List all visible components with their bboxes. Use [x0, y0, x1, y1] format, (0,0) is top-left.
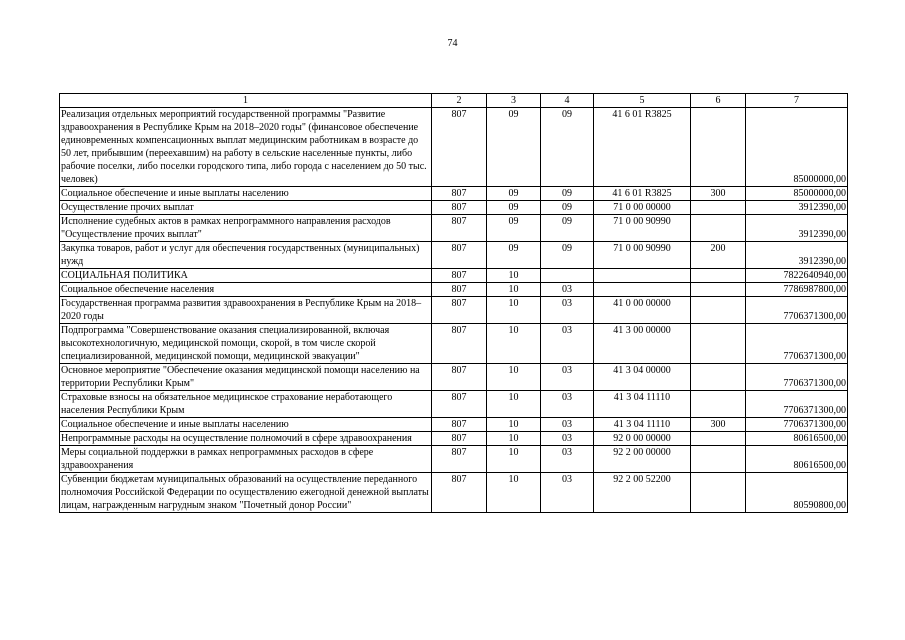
row-rz: 10 — [487, 418, 541, 432]
row-name: Государственная программа развития здравоохранения в Республике Крым на 2018–2020 годы — [60, 297, 432, 324]
table-row — [60, 297, 848, 324]
row-csr: 71 0 00 90990 — [594, 215, 691, 242]
row-grbs: 807 — [432, 215, 487, 242]
table-row — [60, 201, 848, 215]
row-grbs: 807 — [432, 324, 487, 364]
table-row — [60, 418, 848, 432]
row-vr — [691, 297, 746, 324]
table-row — [60, 446, 848, 473]
row-rz: 10 — [487, 283, 541, 297]
row-grbs: 807 — [432, 187, 487, 201]
row-name: Реализация отдельных мероприятий государственной программы "Развитие здравоохранения в Республике Крым на 2018–2020 годы" (финансовое обеспечение единовременных компенсационных выплат медицинским работникам в возрасте до 50 лет, прибывшим (переехавшим) на работу в сельские населенные пункты, либо рабочие поселки, либо поселки городского типа, либо города с населением до 50 тыс. человек) — [60, 108, 432, 187]
row-csr: 41 3 04 11110 — [594, 391, 691, 418]
row-pr: 03 — [541, 418, 594, 432]
row-name: Закупка товаров, работ и услуг для обеспечения государственных (муниципальных) нужд — [60, 242, 432, 269]
row-vr — [691, 215, 746, 242]
table-row — [60, 269, 848, 283]
row-name: Страховые взносы на обязательное медицинское страхование неработающего населения Республики Крым — [60, 391, 432, 418]
row-vr — [691, 108, 746, 187]
row-rz: 10 — [487, 324, 541, 364]
row-grbs: 807 — [432, 283, 487, 297]
table-row — [60, 242, 848, 269]
row-pr: 09 — [541, 242, 594, 269]
row-csr: 41 6 01 R3825 — [594, 187, 691, 201]
row-name: Осуществление прочих выплат — [60, 201, 432, 215]
row-csr: 41 3 04 11110 — [594, 418, 691, 432]
budget-table — [59, 93, 848, 513]
row-sum: 3912390,00 — [746, 242, 848, 269]
row-grbs: 807 — [432, 473, 487, 513]
row-csr: 92 2 00 52200 — [594, 473, 691, 513]
row-pr: 09 — [541, 201, 594, 215]
row-name: Исполнение судебных актов в рамках непрограммного направления расходов "Осуществление прочих выплат" — [60, 215, 432, 242]
row-pr: 03 — [541, 324, 594, 364]
row-csr: 41 6 01 R3825 — [594, 108, 691, 187]
table-row — [60, 432, 848, 446]
row-pr: 09 — [541, 215, 594, 242]
row-grbs: 807 — [432, 432, 487, 446]
row-csr: 41 3 04 00000 — [594, 364, 691, 391]
row-name: Основное мероприятие "Обеспечение оказания медицинской помощи населению на территории Республики Крым" — [60, 364, 432, 391]
row-name: Подпрограмма "Совершенствование оказания специализированной, включая высокотехнологичную, медицинской помощи, скорой, в том числе скорой специализированной, медицинской помощи, медицинской эвакуации" — [60, 324, 432, 364]
row-vr: 300 — [691, 187, 746, 201]
row-grbs: 807 — [432, 391, 487, 418]
row-sum: 7706371300,00 — [746, 324, 848, 364]
row-name: Социальное обеспечение и иные выплаты населению — [60, 418, 432, 432]
row-rz: 10 — [487, 446, 541, 473]
row-csr: 92 2 00 00000 — [594, 446, 691, 473]
table-row — [60, 187, 848, 201]
row-csr: 41 3 00 00000 — [594, 324, 691, 364]
table-row — [60, 391, 848, 418]
row-rz: 09 — [487, 201, 541, 215]
row-vr: 300 — [691, 418, 746, 432]
header-cell: 4 — [541, 94, 594, 108]
row-csr — [594, 283, 691, 297]
row-sum: 80616500,00 — [746, 432, 848, 446]
header-cell: 6 — [691, 94, 746, 108]
row-sum: 7822640940,00 — [746, 269, 848, 283]
row-name: Социальное обеспечение и иные выплаты населению — [60, 187, 432, 201]
table-row — [60, 364, 848, 391]
row-rz: 10 — [487, 432, 541, 446]
row-pr: 09 — [541, 187, 594, 201]
row-pr — [541, 269, 594, 283]
row-vr — [691, 283, 746, 297]
header-cell: 2 — [432, 94, 487, 108]
row-grbs: 807 — [432, 364, 487, 391]
row-sum: 7706371300,00 — [746, 391, 848, 418]
budget-table-body — [60, 94, 848, 513]
header-cell: 7 — [746, 94, 848, 108]
row-csr: 71 0 00 00000 — [594, 201, 691, 215]
page-number: 74 — [447, 38, 458, 49]
row-name: Непрограммные расходы на осуществление полномочий в сфере здравоохранения — [60, 432, 432, 446]
row-grbs: 807 — [432, 201, 487, 215]
row-vr — [691, 446, 746, 473]
table-row — [60, 108, 848, 187]
table-row — [60, 324, 848, 364]
row-pr: 03 — [541, 432, 594, 446]
table-header-row — [60, 94, 848, 108]
row-sum: 3912390,00 — [746, 201, 848, 215]
header-cell: 5 — [594, 94, 691, 108]
row-csr — [594, 269, 691, 283]
row-rz: 10 — [487, 269, 541, 283]
row-pr: 03 — [541, 364, 594, 391]
row-csr: 41 0 00 00000 — [594, 297, 691, 324]
row-sum: 7786987800,00 — [746, 283, 848, 297]
row-pr: 03 — [541, 473, 594, 513]
row-grbs: 807 — [432, 446, 487, 473]
row-vr — [691, 391, 746, 418]
row-grbs: 807 — [432, 269, 487, 283]
row-sum: 85000000,00 — [746, 108, 848, 187]
row-sum: 3912390,00 — [746, 215, 848, 242]
row-rz: 09 — [487, 215, 541, 242]
row-sum: 80616500,00 — [746, 446, 848, 473]
row-rz: 10 — [487, 391, 541, 418]
row-rz: 09 — [487, 242, 541, 269]
row-sum: 7706371300,00 — [746, 364, 848, 391]
row-grbs: 807 — [432, 108, 487, 187]
row-name: Субвенции бюджетам муниципальных образований на осуществление переданного полномочия Российской Федерации по осуществлению ежегодной денежной выплаты лицам, награжденным нагрудным знаком "Почетный донор России" — [60, 473, 432, 513]
row-vr: 200 — [691, 242, 746, 269]
row-pr: 03 — [541, 391, 594, 418]
row-vr — [691, 201, 746, 215]
row-sum: 7706371300,00 — [746, 297, 848, 324]
row-name: СОЦИАЛЬНАЯ ПОЛИТИКА — [60, 269, 432, 283]
row-pr: 03 — [541, 283, 594, 297]
row-rz: 09 — [487, 187, 541, 201]
row-rz: 10 — [487, 473, 541, 513]
row-pr: 03 — [541, 446, 594, 473]
row-pr: 09 — [541, 108, 594, 187]
row-vr — [691, 432, 746, 446]
row-rz: 09 — [487, 108, 541, 187]
row-grbs: 807 — [432, 242, 487, 269]
row-sum: 80590800,00 — [746, 473, 848, 513]
row-name: Меры социальной поддержки в рамках непрограммных расходов в сфере здравоохранения — [60, 446, 432, 473]
row-vr — [691, 324, 746, 364]
row-vr — [691, 269, 746, 283]
row-vr — [691, 473, 746, 513]
row-rz: 10 — [487, 297, 541, 324]
row-sum: 85000000,00 — [746, 187, 848, 201]
table-row — [60, 283, 848, 297]
header-cell: 1 — [60, 94, 432, 108]
header-cell: 3 — [487, 94, 541, 108]
row-name: Социальное обеспечение населения — [60, 283, 432, 297]
row-csr: 71 0 00 90990 — [594, 242, 691, 269]
row-csr: 92 0 00 00000 — [594, 432, 691, 446]
row-grbs: 807 — [432, 418, 487, 432]
row-sum: 7706371300,00 — [746, 418, 848, 432]
row-pr: 03 — [541, 297, 594, 324]
row-rz: 10 — [487, 364, 541, 391]
row-grbs: 807 — [432, 297, 487, 324]
table-row — [60, 473, 848, 513]
row-vr — [691, 364, 746, 391]
table-row — [60, 215, 848, 242]
